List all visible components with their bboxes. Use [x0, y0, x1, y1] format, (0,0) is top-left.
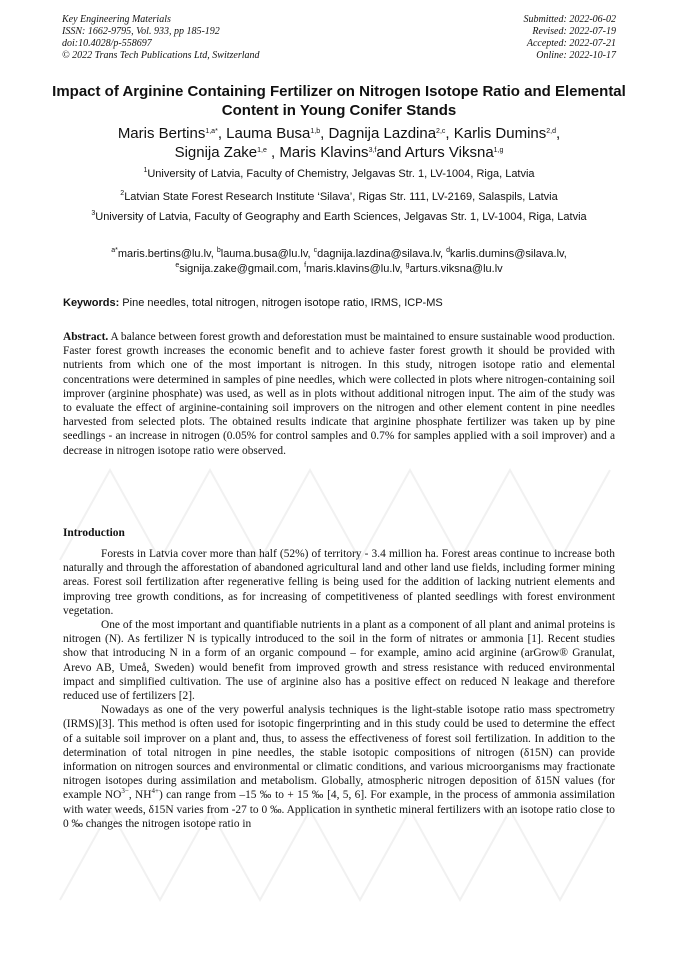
author-separator: ,: [556, 125, 561, 142]
author-name: Maris Klavins: [279, 144, 369, 161]
affiliation-mark: 3: [91, 210, 96, 217]
doi-line: doi:10.4028/p-558697: [62, 38, 152, 49]
author-separator: ,: [445, 125, 454, 142]
email-mark: g: [405, 262, 410, 269]
author-affil-mark: 2,c: [436, 128, 446, 135]
issn-line: ISSN: 1662-9795, Vol. 933, pp 185-192: [62, 26, 220, 37]
affiliation-3: [60, 210, 618, 225]
author-affil-mark: 1,b: [310, 128, 321, 135]
email-link[interactable]: lauma.busa@lu.lv,: [220, 248, 314, 260]
affiliation-text: University of Latvia, Faculty of Chemistry, Jelgavas Str. 1, LV-1004, Riga, Latvia: [147, 168, 535, 180]
email-link[interactable]: maris.bertins@lu.lv,: [117, 248, 217, 260]
introduction-body: [63, 547, 615, 831]
author-separator: ,: [266, 144, 280, 161]
affiliation-1: [60, 167, 618, 182]
online-date: Online: 2022-10-17: [536, 50, 616, 61]
section-heading-introduction: Introduction: [63, 527, 125, 539]
paper-title: Impact of Arginine Containing Fertilizer on Nitrogen Isotope Ratio and Elemental Content in Young Conifer Stands: [52, 83, 626, 119]
affiliation-mark: 1: [143, 167, 148, 174]
keywords-text: Pine needles, total nitrogen, nitrogen isotope ratio, IRMS, ICP-MS: [119, 297, 443, 309]
author-name: Maris Bertins: [117, 125, 206, 142]
intro-p3-text: Nowadays as one of the very powerful analysis techniques is the light-stable isotope ratio mass spectrometry (IRMS)[3]. This method is often used for isotopic fingerprinting and in this study could be used to determine the effect of a suitable soil improver on a plant and, thus, to assess the effectiveness of forest soil fertilization. In addition to the determination of total nitrogen in pine needles, the stable isotopic compositions of nitrogen (δ15N) can provide information on nitrogen sources and environmental or climatic conditions, and various microorganisms may fractionate nitrogen isotopes during assimilation and metabolism. Globally, atmospheric nitrogen deposition of δ15N values (for example NO: [63, 704, 615, 802]
abstract-label: Abstract.: [63, 331, 109, 343]
email-link[interactable]: karlis.dumins@silava.lv,: [450, 248, 567, 260]
author-affil-mark: 1,g: [493, 147, 504, 154]
email-link[interactable]: arturs.viksna@lu.lv: [409, 263, 503, 275]
author-name: Signija Zake: [174, 144, 258, 161]
author-emails: [60, 247, 618, 277]
email-mark: e: [175, 262, 180, 269]
ion-charge: 4+: [151, 787, 159, 796]
author-affil-mark: 2,d: [546, 128, 556, 135]
email-link[interactable]: maris.klavins@lu.lv,: [306, 263, 406, 275]
abstract-text: A balance between forest growth and deforestation must be maintained to ensure sustainable wood production. Faster forest growth increases the economic benefit and to achieve faster forest growth it should be provided with nutrients from which one of the most important is nitrogen. In this study, nitrogen isotope ratio and elemental concentrations were determined in samples of pine needles, which were collected in plots where nitrogen-containing soil improver (arginine phosphate) was used, as well as in plots without additional nitrogen input. The aim of the study was to evaluate the effect of arginine-containing soil improvers on the nitrogen and other element content in pine needles harvested from selected plots. The obtained results indicate that arginine phosphate fertilizer was taken up by pine seedlings - an increase in nitrogen (0.05% for control samples and 0.7% for samples applied with a soil improver) and a decrease in nitrogen isotope ratio were observed.: [63, 331, 615, 457]
author-affil-mark: 3,f: [368, 147, 377, 154]
author-list: [50, 124, 628, 162]
keywords-label: Keywords:: [63, 297, 120, 309]
email-mark: d: [446, 247, 451, 254]
author-separator: ,: [320, 125, 329, 142]
author-affil-mark: 1,e: [257, 147, 267, 154]
revised-date: Revised: 2022-07-19: [532, 26, 616, 37]
author-name: Karlis Dumins: [453, 125, 547, 142]
intro-paragraph-2: One of the most important and quantifiable nutrients in a plant as a component of all plant and animal proteins is nitrogen (N). As fertilizer N is typically introduced to the soil in the form of nitrates or ammonia [1]. Recent studies show that introducing N in a form of an organic compound – for example, amino acid arginine (arGrow® Granulat, Arevo AB, Umeå, Sweden) would benefit from improved growth and stress resistance with reduced environmental impact and simplified cultivation. The use of arginine also has a positive effect on reduced N leakage and therefore reduced use of fertilizers [2].: [63, 619, 615, 703]
email-mark: a*: [111, 247, 118, 254]
abstract-paragraph: [63, 330, 615, 458]
intro-p3-text: , NH: [128, 789, 152, 802]
email-link[interactable]: signija.zake@gmail.com,: [179, 263, 305, 275]
copyright-line: © 2022 Trans Tech Publications Ltd, Switzerland: [62, 50, 260, 61]
journal-info: [62, 14, 260, 62]
submitted-date: Submitted: 2022-06-02: [523, 14, 616, 25]
intro-paragraph-3: [63, 703, 615, 831]
keywords-line: [63, 296, 615, 310]
author-separator: ,: [217, 125, 227, 142]
author-name: Dagnija Lazdina: [328, 125, 437, 142]
author-affil-mark: 1,a*: [205, 128, 218, 135]
email-mark: b: [216, 247, 221, 254]
publication-dates: [524, 14, 617, 62]
ion-charge: 3−: [121, 787, 129, 796]
affiliation-mark: 2: [120, 190, 125, 197]
author-name: Lauma Busa: [226, 125, 311, 142]
author-separator: and: [376, 144, 405, 161]
intro-p3-text: ) can range from –15 ‰ to + 15 ‰ [4, 5, 6]. For example, in the process of ammonia assimilation with water weeds, δ15N varies from -27 to 0 ‰. Application in synthetic mineral fertilizers with an isotope ratio close to 0 ‰ changes the nitrogen isotope ratio in: [63, 789, 615, 830]
intro-paragraph-1: Forests in Latvia cover more than half (52%) of territory - 3.4 million ha. Forest areas continue to increase both naturally and through the afforestation of abandoned agricultural land and other land use fields, including former mining areas. Forest soil fertilization after regenerative felling is being used for the addition of lacking nutrient elements and improving tree growth conditions, as for increasing of competitiveness of planted seedlings with forest environment vegetation.: [63, 548, 615, 617]
affiliation-text: Latvian State Forest Research Institute ‘Silava’, Rigas Str. 111, LV-2169, Salaspils, Latvia: [124, 191, 558, 203]
affiliation-2: [60, 190, 618, 205]
accepted-date: Accepted: 2022-07-21: [526, 38, 616, 49]
email-mark: f: [304, 262, 307, 269]
affiliation-text: University of Latvia, Faculty of Geography and Earth Sciences, Jelgavas Str. 1, LV-1004, Riga, Latvia: [95, 211, 587, 223]
email-mark: c: [313, 247, 318, 254]
author-name: Arturs Viksna: [404, 144, 494, 161]
email-link[interactable]: dagnija.lazdina@silava.lv,: [317, 248, 447, 260]
journal-name: Key Engineering Materials: [62, 14, 171, 25]
